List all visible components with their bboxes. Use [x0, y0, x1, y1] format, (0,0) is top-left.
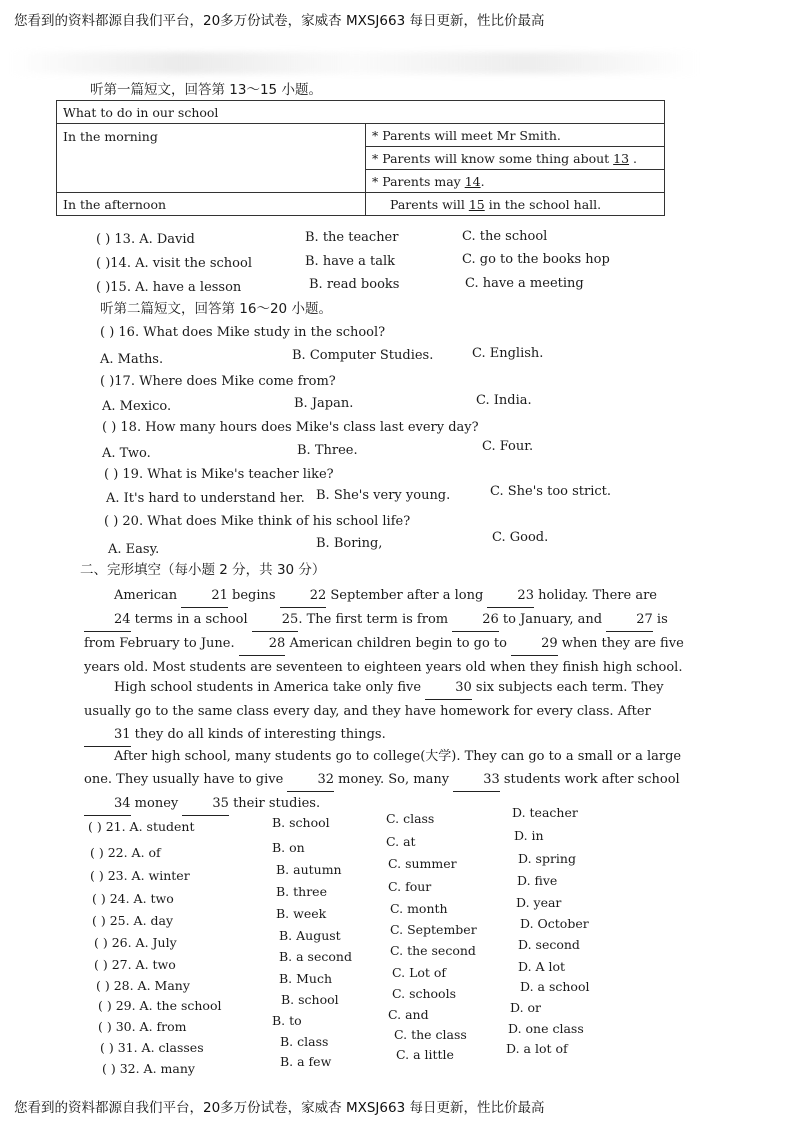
option-c: C. September: [390, 922, 477, 937]
question-16: ( ) 16. What does Mike study in the school?: [100, 325, 386, 340]
option-b: B. school: [272, 815, 330, 830]
option-c: C. English.: [472, 346, 544, 361]
option-row: ( ) 32. A. many: [102, 1061, 195, 1076]
cloze-paragraph-1: American 21 begins 22 September after a long 23 holiday. There are 24 terms in a school 25. The first term is from 26 to January, and 27 is from February to June. 28 American children begin to go to 29 when they are five years old. Most students are seventeen to eighteen years old when they finish high school.: [84, 584, 684, 679]
option-d: D. year: [516, 895, 562, 910]
option-d: D. second: [518, 937, 580, 952]
option-a: A. Maths.: [100, 352, 164, 367]
option-c: C. the second: [390, 943, 476, 958]
option-b: B. the teacher: [305, 230, 399, 245]
option-b: B. school: [281, 992, 339, 1007]
option-c: C. a little: [396, 1047, 454, 1062]
cloze-heading: 二、完形填空（每小题 2 分，共 30 分）: [80, 562, 326, 578]
option-c: C. month: [390, 901, 448, 916]
option-c: C. the school: [462, 229, 548, 244]
option-c: C. Good.: [492, 530, 549, 545]
option-row: ( ) 28. A. Many: [96, 978, 190, 993]
option-d: D. or: [510, 1000, 542, 1015]
option-d: D. one class: [508, 1021, 584, 1036]
option-b: B. She's very young.: [316, 488, 451, 503]
morning-cell: In the morning: [57, 124, 366, 193]
option-c: C. She's too strict.: [490, 484, 612, 499]
option-b: B. August: [279, 928, 341, 943]
option-row: ( ) 30. A. from: [98, 1019, 187, 1034]
option-c: C. go to the books hop: [462, 252, 610, 267]
option-a: A. Two.: [102, 446, 151, 461]
option-c: C. Four.: [482, 439, 534, 454]
table-item: Parents will 15 in the school hall.: [366, 193, 665, 216]
option-row: ( ) 31. A. classes: [100, 1040, 204, 1055]
schedule-table: [56, 100, 665, 216]
option-b: B. have a talk: [305, 254, 396, 269]
option-b: B. week: [276, 906, 327, 921]
option-c: C. summer: [388, 856, 457, 871]
option-row: ( ) 25. A. day: [92, 913, 174, 928]
option-c: C. at: [386, 834, 416, 849]
option-b: B. Boring,: [316, 536, 383, 551]
option-d: D. a lot of: [506, 1041, 568, 1056]
option-d: D. A lot: [518, 959, 566, 974]
option-c: C. India.: [476, 393, 532, 408]
option-a: A. It's hard to understand her.: [106, 491, 305, 506]
option-d: D. a school: [520, 979, 590, 994]
option-row: ( ) 22. A. of: [90, 845, 161, 860]
option-row: ( ) 27. A. two: [94, 957, 176, 972]
option-c: C. Lot of: [392, 965, 447, 980]
option-b: B. autumn: [276, 862, 342, 877]
bottom-banner: 您看到的资料都源自我们平台，20多万份试卷，家威杏 MXSJ663 每日更新，性比价最高: [14, 1100, 545, 1116]
option-b: B. three: [276, 884, 327, 899]
option-b: B. class: [280, 1034, 329, 1049]
option-b: B. a few: [280, 1054, 332, 1069]
option-b: B. read books: [309, 277, 400, 292]
section2-heading: 听第二篇短文，回答第 16～20 小题。: [100, 301, 332, 317]
scan-smudge: [10, 52, 700, 74]
option-a: A. Mexico.: [102, 399, 172, 414]
option-d: D. in: [514, 828, 544, 843]
option-c: C. class: [386, 811, 435, 826]
option-b: B. Much: [279, 971, 333, 986]
option-c: C. the class: [394, 1027, 467, 1042]
cloze-paragraph-3: After high school, many students go to college(大学). They can go to a small or a large one. They usually have to give 32 money. So, many 33 students work after school 34 money 35 their studies.: [84, 745, 684, 816]
option-d: D. October: [520, 916, 589, 931]
question-14: ( )14. A. visit the school: [96, 256, 252, 271]
option-c: C. and: [388, 1007, 429, 1022]
question-20: ( ) 20. What does Mike think of his school life?: [104, 514, 411, 529]
question-15: ( )15. A. have a lesson: [96, 280, 242, 295]
option-row: ( ) 29. A. the school: [98, 998, 222, 1013]
option-b: B. Computer Studies.: [292, 348, 434, 363]
option-b: B. to: [272, 1013, 302, 1028]
table-title: What to do in our school: [57, 101, 665, 124]
table-item: * Parents will meet Mr Smith.: [366, 124, 665, 147]
option-row: ( ) 26. A. July: [94, 935, 177, 950]
option-d: D. five: [517, 873, 558, 888]
option-a: A. Easy.: [108, 542, 160, 557]
option-d: D. teacher: [512, 805, 578, 820]
table-item: * Parents may 14.: [366, 170, 665, 193]
question-13: ( ) 13. A. David: [96, 232, 195, 247]
option-b: B. a second: [279, 949, 352, 964]
question-18: ( ) 18. How many hours does Mike's class last every day?: [102, 420, 479, 435]
table-item: * Parents will know some thing about 13 .: [366, 147, 665, 170]
cloze-paragraph-2: High school students in America take only five 30 six subjects each term. They usually go to the same class every day, and they have homework for every class. After 31 they do all kinds of interesting things.: [84, 676, 684, 747]
option-c: C. have a meeting: [465, 276, 584, 291]
option-row: ( ) 24. A. two: [92, 891, 174, 906]
question-19: ( ) 19. What is Mike's teacher like?: [104, 467, 334, 482]
option-b: B. on: [272, 840, 305, 855]
option-b: B. Three.: [297, 443, 358, 458]
section1-heading: 听第一篇短文，回答第 13～15 小题。: [90, 82, 322, 98]
option-b: B. Japan.: [294, 396, 354, 411]
option-row: ( ) 23. A. winter: [90, 868, 190, 883]
option-row: ( ) 21. A. student: [88, 819, 195, 834]
top-banner: 您看到的资料都源自我们平台，20多万份试卷，家威杏 MXSJ663 每日更新，性比价最高: [14, 13, 545, 29]
question-17: ( )17. Where does Mike come from?: [100, 374, 336, 389]
afternoon-cell: In the afternoon: [57, 193, 366, 216]
option-c: C. schools: [392, 986, 456, 1001]
option-d: D. spring: [518, 851, 576, 866]
option-c: C. four: [388, 879, 432, 894]
